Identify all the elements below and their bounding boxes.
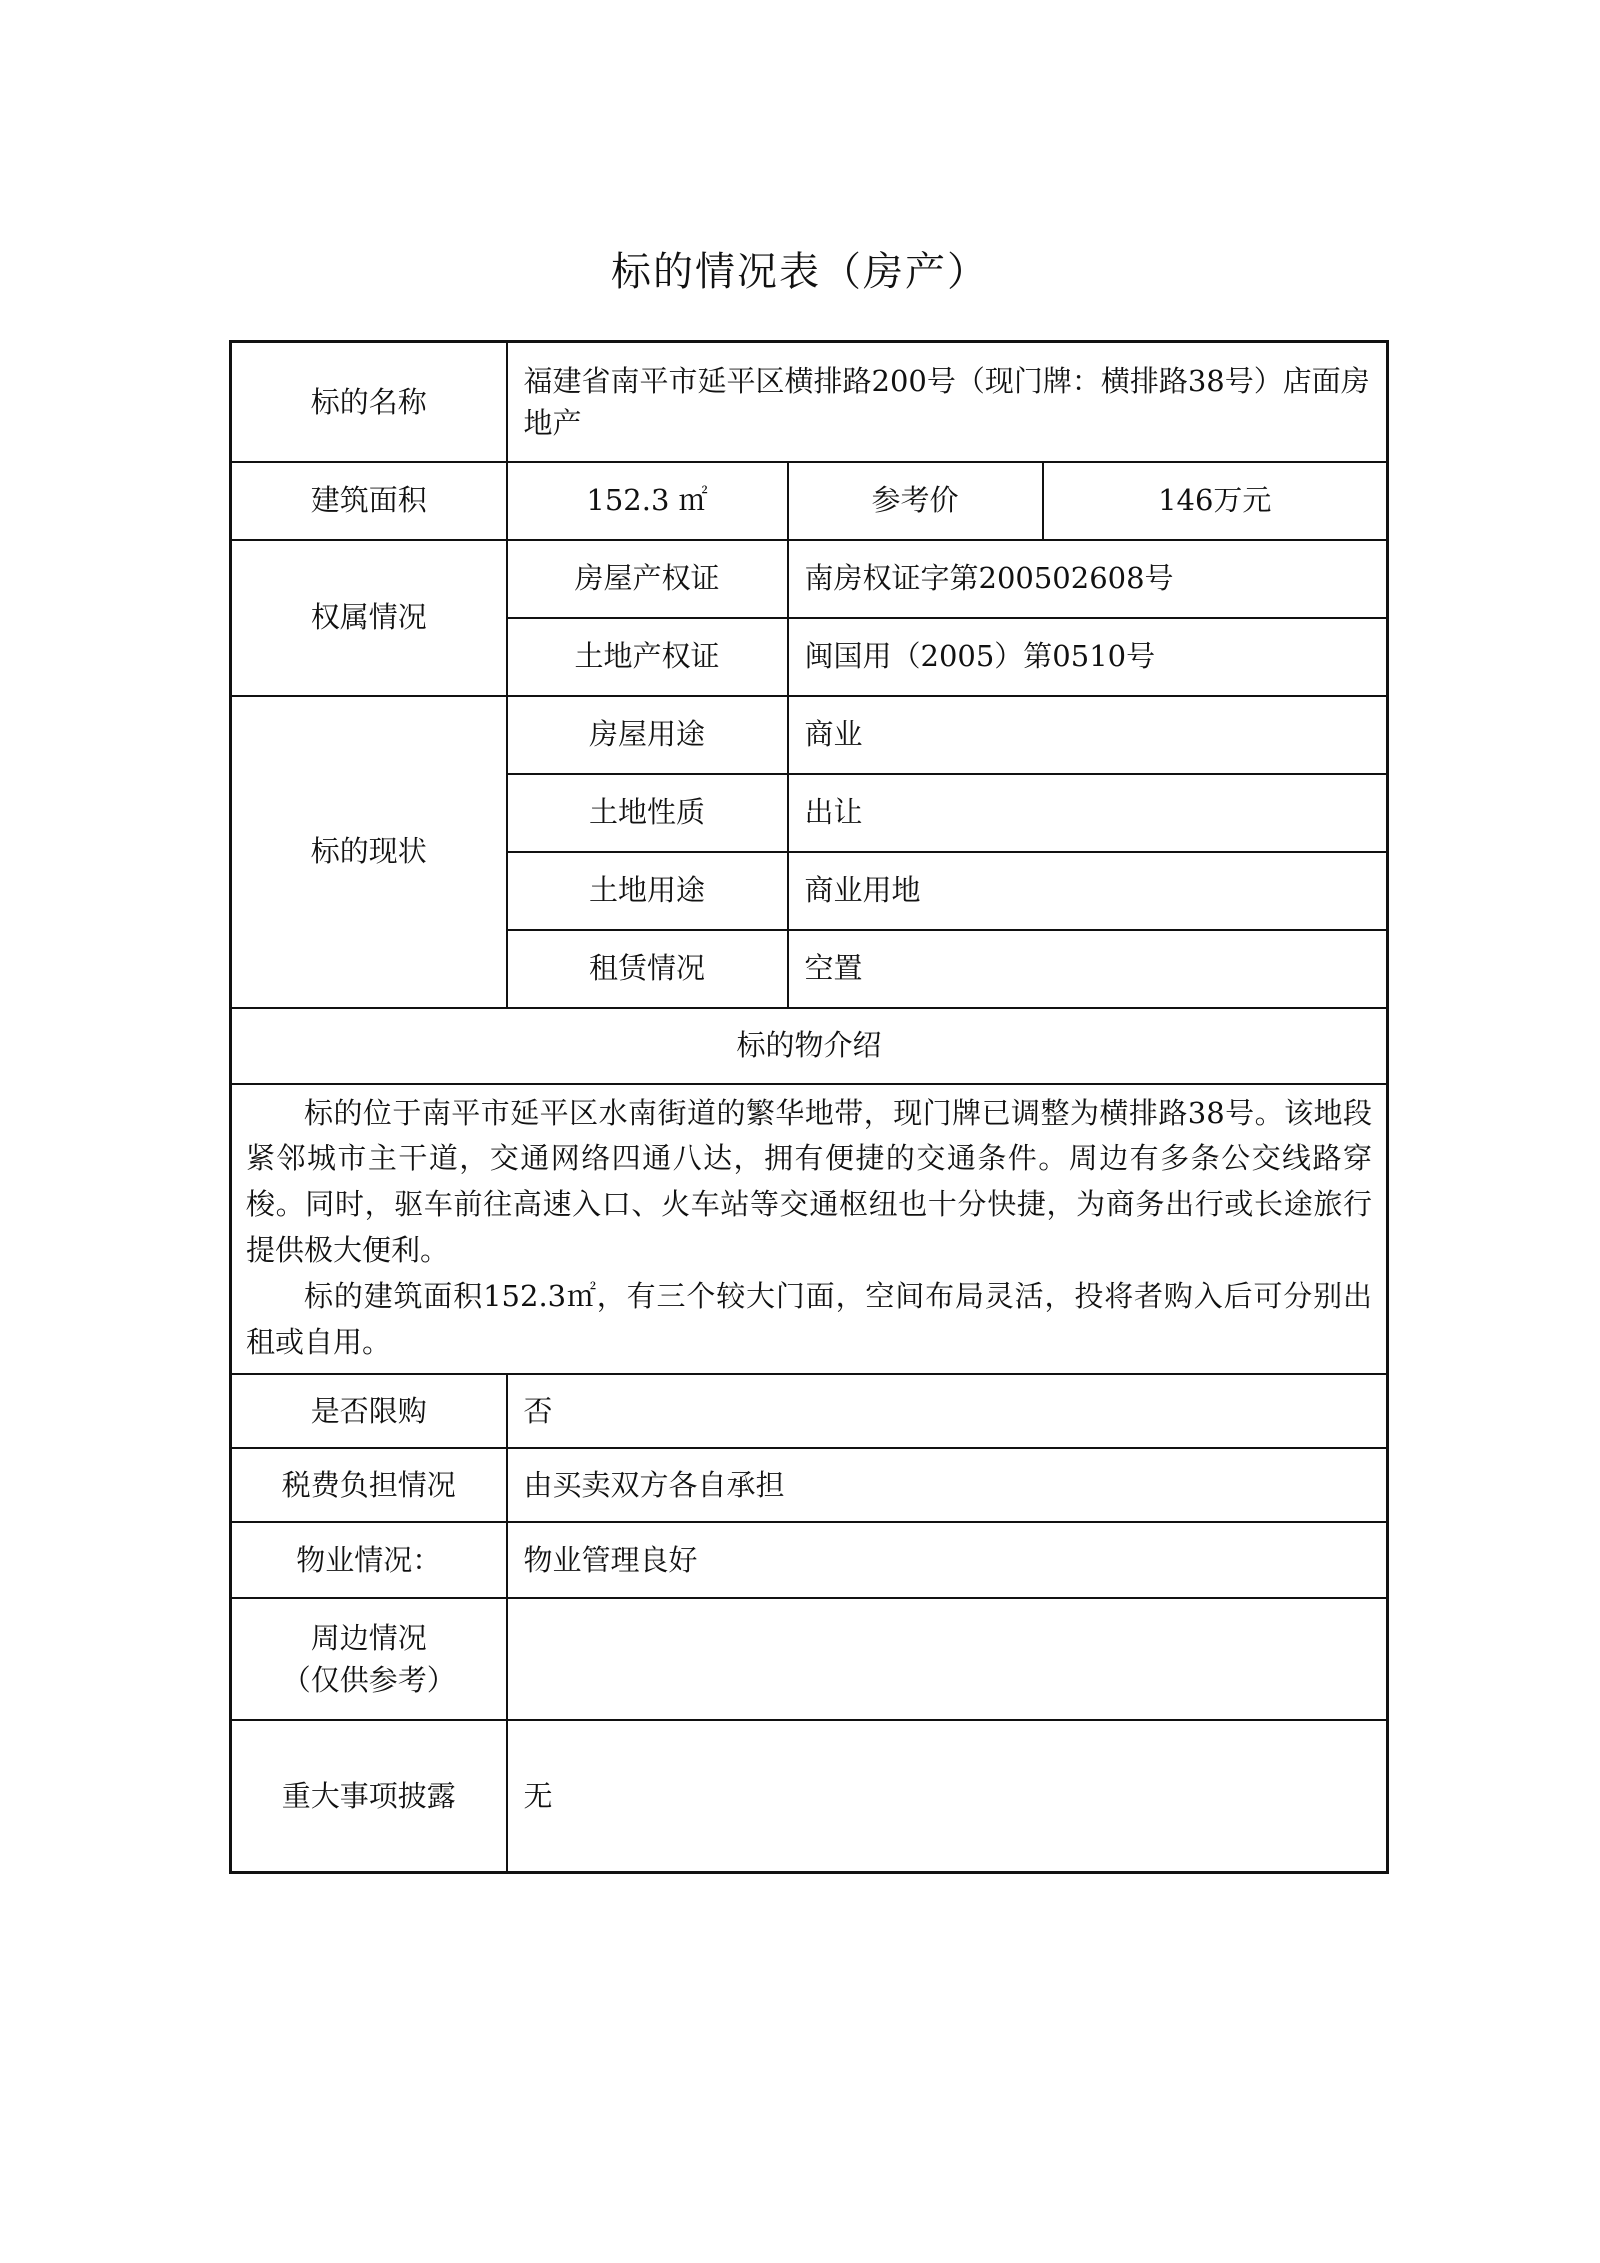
- surroundings-note: （仅供参考）: [281, 1663, 456, 1698]
- lease-label: 租赁情况: [507, 930, 788, 1008]
- disclosure-value: 无: [507, 1720, 1388, 1872]
- row-purchase-limit: [231, 1374, 1388, 1448]
- price-label: 参考价: [788, 462, 1043, 540]
- tax-label: 税费负担情况: [231, 1448, 507, 1522]
- row-surroundings: [231, 1598, 1388, 1720]
- house-use-label: 房屋用途: [507, 696, 788, 774]
- property-mgmt-label: 物业情况：: [231, 1522, 507, 1598]
- row-ownership-1: [231, 540, 1388, 618]
- page-title: 标的情况表（房产）: [611, 249, 989, 295]
- land-nature-value: 出让: [788, 774, 1388, 852]
- land-nature-label: 土地性质: [507, 774, 788, 852]
- row-intro-heading: [231, 1008, 1388, 1084]
- surroundings-label: 周边情况: [310, 1621, 427, 1656]
- name-value: 福建省南平市延平区横排路200号（现门牌：横排路38号）店面房地产: [507, 342, 1388, 462]
- intro-paragraph: 标的位于南平市延平区水南街道的繁华地带，现门牌已调整为横排路38号。该地段紧邻城市主干道，交通网络四通八达，拥有便捷的交通条件。周边有多条公交线路穿梭。同时，驱车前往高速入口、火车站等交通枢纽也十分快捷，为商务出行或长途旅行提供极大便利。: [246, 1095, 1372, 1267]
- status-label: 标的现状: [231, 696, 507, 1008]
- surroundings-label-cell: [231, 1598, 507, 1720]
- land-cert-value: 闽国用（2005）第0510号: [788, 618, 1388, 696]
- row-tax: [231, 1448, 1388, 1522]
- row-area: [231, 462, 1388, 540]
- purchase-limit-label: 是否限购: [231, 1374, 507, 1448]
- row-intro-body: [231, 1084, 1388, 1375]
- name-label: 标的名称: [231, 342, 507, 462]
- land-cert-label: 土地产权证: [507, 618, 788, 696]
- land-use-label: 土地用途: [507, 852, 788, 930]
- land-use-value: 商业用地: [788, 852, 1388, 930]
- row-name: [231, 342, 1388, 462]
- disclosure-label: 重大事项披露: [231, 1720, 507, 1872]
- area-label: 建筑面积: [231, 462, 507, 540]
- price-value: 146万元: [1043, 462, 1388, 540]
- ownership-label: 权属情况: [231, 540, 507, 696]
- lease-value: 空置: [788, 930, 1388, 1008]
- purchase-limit-value: 否: [507, 1374, 1388, 1448]
- house-cert-label: 房屋产权证: [507, 540, 788, 618]
- row-disclosure: [231, 1720, 1388, 1872]
- tax-value: 由买卖双方各自承担: [507, 1448, 1388, 1522]
- row-status-1: [231, 696, 1388, 774]
- area-value: 152.3 ㎡: [507, 462, 788, 540]
- intro-heading: 标的物介绍: [231, 1008, 1388, 1084]
- house-use-value: 商业: [788, 696, 1388, 774]
- row-property-mgmt: [231, 1522, 1388, 1598]
- property-mgmt-value: 物业管理良好: [507, 1522, 1388, 1598]
- house-cert-value: 南房权证字第200502608号: [788, 540, 1388, 618]
- surroundings-value: [507, 1598, 1388, 1720]
- intro-body: [231, 1084, 1388, 1375]
- property-info-table: [229, 340, 1389, 1874]
- intro-paragraph: 标的建筑面积152.3㎡，有三个较大门面，空间布局灵活，投将者购入后可分别出租或自用。: [246, 1278, 1372, 1359]
